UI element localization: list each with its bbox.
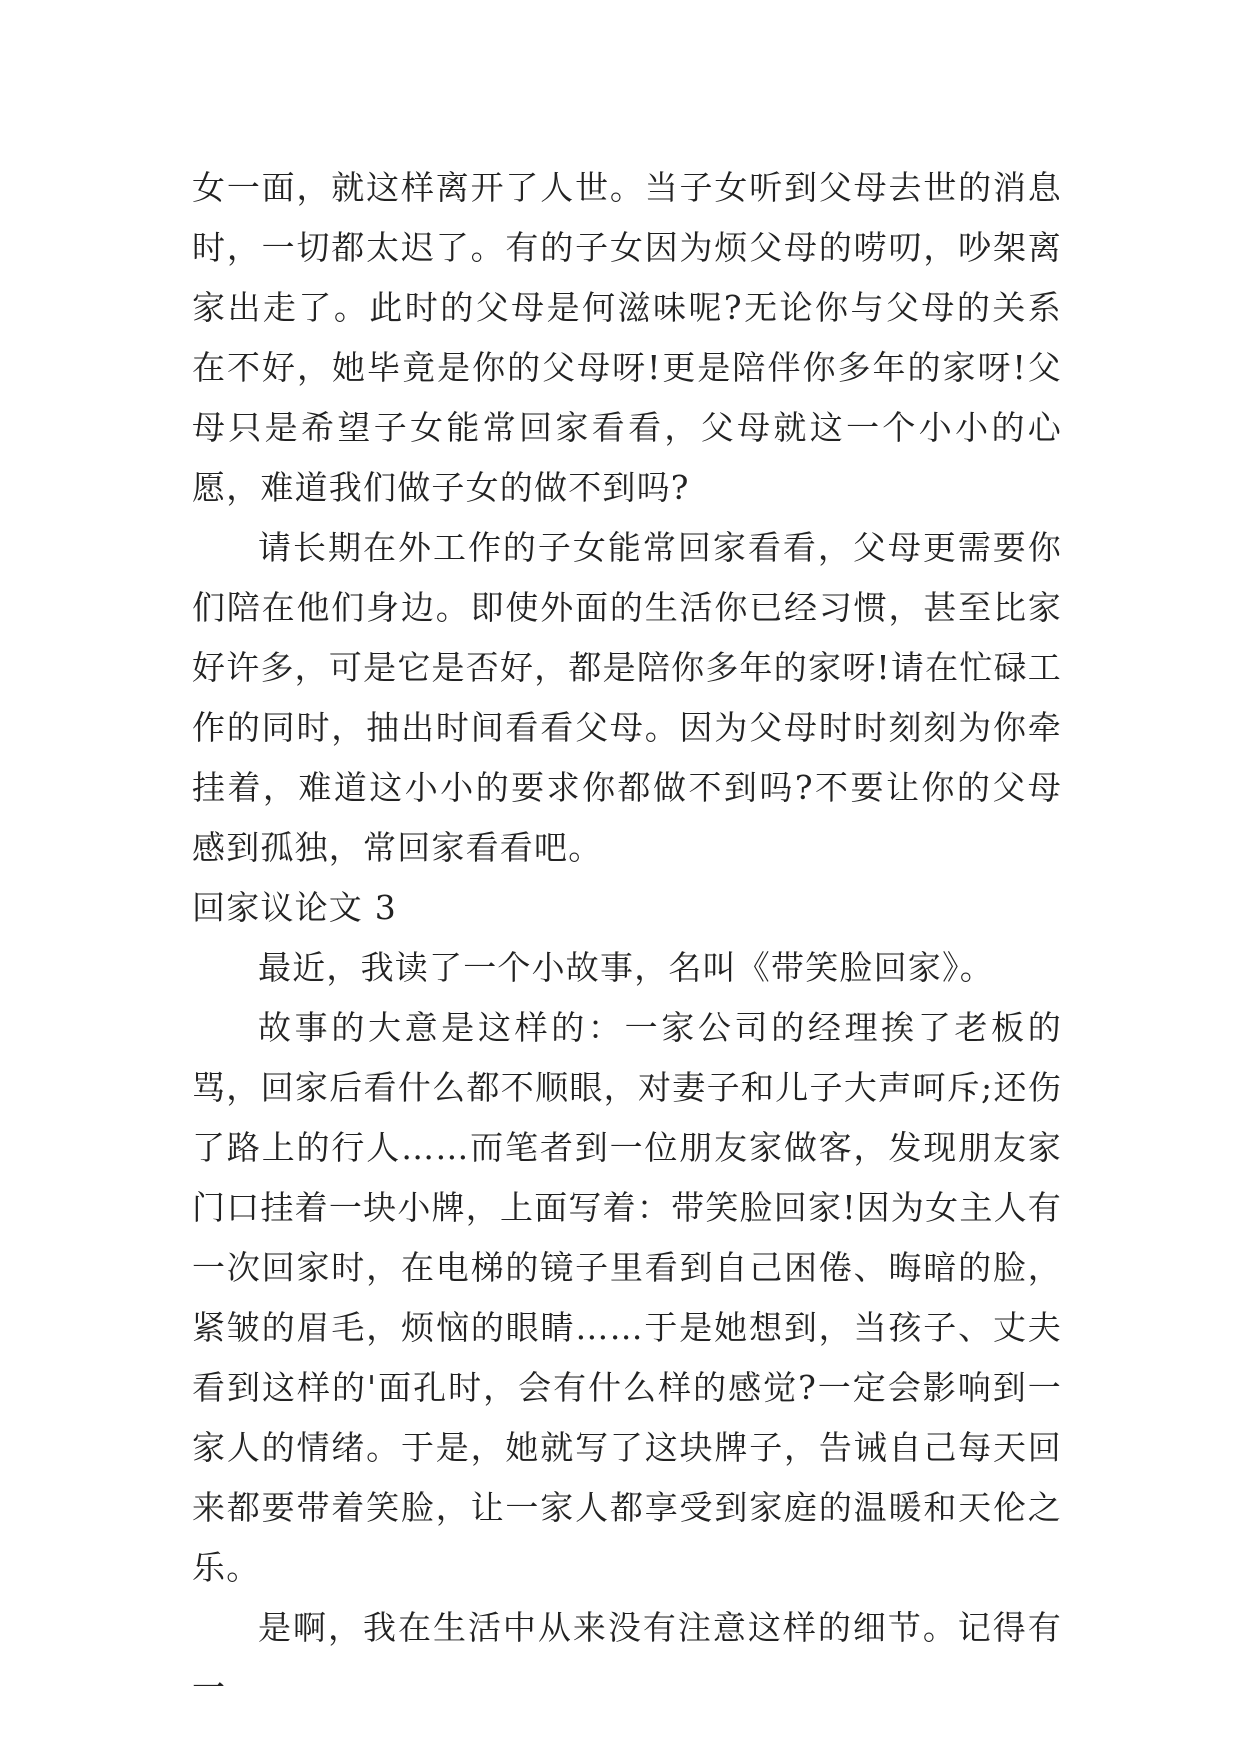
paragraph-continuation: 女一面，就这样离开了人世。当子女听到父母去世的消息时，一切都太迟了。有的子女因为烦父母的唠叨，吵架离家出走了。此时的父母是何滋味呢?无论你与父母的关系在不好，她毕竟是你的父母呀!更是陪伴你多年的家呀!父母只是希望子女能常回家看看，父母就这一个小小的心愿，难道我们做子女的做不到吗?	[192, 168, 1062, 507]
document-body	[192, 158, 1062, 1718]
paragraph-intro: 最近，我读了一个小故事，名叫《带笑脸回家》。	[258, 948, 994, 987]
paragraph-story: 故事的大意是这样的：一家公司的经理挨了老板的骂，回家后看什么都不顺眼，对妻子和儿子大声呵斥;还伤了路上的行人……而笔者到一位朋友家做客，发现朋友家门口挂着一块小牌，上面写着：带笑脸回家!因为女主人有一次回家时，在电梯的镜子里看到自己困倦、晦暗的脸，紧皱的眉毛，烦恼的眼睛……于是她想到，当孩子、丈夫看到这样的'面孔时，会有什么样的感觉?一定会影响到一家人的情绪。于是，她就写了这块牌子，告诫自己每天回来都要带着笑脸，让一家人都享受到家庭的温暖和天伦之乐。	[192, 1008, 1062, 1587]
paragraph-parents: 请长期在外工作的子女能常回家看看，父母更需要你们陪在他们身边。即使外面的生活你已经习惯，甚至比家好许多，可是它是否好，都是陪你多年的家呀!请在忙碌工作的同时，抽出时间看看父母。因为父母时时刻刻为你牵挂着，难道这小小的要求你都做不到吗?不要让你的父母感到孤独，常回家看看吧。	[192, 528, 1062, 867]
section-heading: 回家议论文 3	[192, 888, 397, 927]
paragraph-reflection: 是啊，我在生活中从来没有注意这样的细节。记得有一	[192, 1608, 1062, 1707]
